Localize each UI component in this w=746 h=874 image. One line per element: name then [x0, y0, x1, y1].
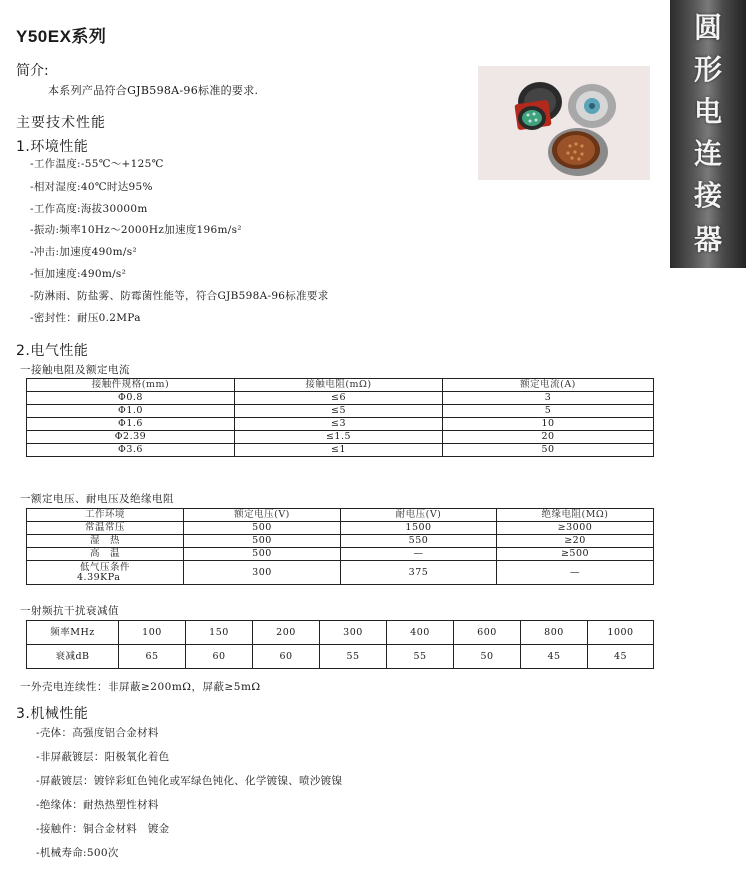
table-cell: 60: [253, 645, 320, 669]
table-cell: Φ1.6: [27, 418, 235, 431]
shell-continuity: 一外壳电连续性：非屏蔽≥200mΩ，屏蔽≥5mΩ: [20, 681, 261, 693]
table-cell: ≥20: [497, 535, 654, 548]
table-cell: 20: [443, 431, 654, 444]
table-cell: 100: [119, 621, 186, 645]
table-cell: [27, 561, 184, 585]
mech-item: -壳体：高强度铝合金材料: [36, 727, 159, 739]
mech-item: -屏蔽镀层：镀锌彩虹色钝化或军绿色钝化、化学镀镍、喷沙镀镍: [36, 775, 343, 787]
table-cell: 50: [443, 444, 654, 457]
table-row: [27, 444, 654, 457]
table-cell: ≤5: [235, 405, 443, 418]
table-row: [27, 522, 654, 535]
banner-char: 电: [693, 95, 722, 128]
table-cell: 50: [454, 645, 521, 669]
table-cell: ≤1: [235, 444, 443, 457]
banner-char: 圆: [693, 11, 722, 44]
table-cell: 5: [443, 405, 654, 418]
mech-item: -接触件：铜合金材料 镀金: [36, 823, 170, 835]
env-item: -相对湿度:40℃时达95%: [30, 181, 153, 193]
table-cell: ≤1.5: [235, 431, 443, 444]
table-cell: 1500: [341, 522, 497, 535]
contact-resistance-table: [26, 378, 654, 457]
table-cell: Φ3.6: [27, 444, 235, 457]
intro-heading: 简介:: [16, 63, 49, 79]
table-cell: 375: [341, 561, 497, 585]
env-item: -振动:频率10Hz～2000Hz加速度196m/s²: [30, 224, 242, 236]
voltage-table-title: 一额定电压、耐电压及绝缘电阻: [20, 493, 174, 505]
vertical-banner: [670, 0, 746, 268]
table-cell: Φ0.8: [27, 392, 235, 405]
table-cell: 400: [387, 621, 454, 645]
table-cell: 150: [186, 621, 253, 645]
table-header-cell: 接触电阻(mΩ): [235, 379, 443, 392]
table-cell: 常温常压: [27, 522, 184, 535]
table-header-cell: 频率MHz: [27, 621, 119, 645]
table-cell: ≥3000: [497, 522, 654, 535]
env-item: -工作高度:海拔30000m: [30, 203, 148, 215]
mech-item: -绝缘体：耐热热塑性材料: [36, 799, 159, 811]
condition-pressure: 4.39KPa: [77, 571, 121, 583]
table-cell: 500: [184, 522, 341, 535]
env-item: -恒加速度:490m/s²: [30, 268, 127, 280]
table-header-cell: 额定电流(A): [443, 379, 654, 392]
table-row: [27, 431, 654, 444]
table-cell: 湿 热: [27, 535, 184, 548]
table-cell: 55: [387, 645, 454, 669]
product-photo: [478, 66, 650, 180]
table-cell: 45: [588, 645, 654, 669]
env-item: -工作温度:-55℃～+125℃: [30, 158, 164, 170]
banner-char: 形: [693, 53, 722, 86]
table-row: [27, 418, 654, 431]
table-cell: Φ1.0: [27, 405, 235, 418]
env-item: -冲击:加速度490m/s²: [30, 246, 137, 258]
table-row: [27, 621, 654, 645]
env-item: -防淋雨、防盐雾、防霉菌性能等，符合GJB598A-96标准要求: [30, 290, 329, 302]
contact-table-title: 一接触电阻及额定电流: [20, 364, 130, 376]
table-cell: ≥500: [497, 548, 654, 561]
table-header-cell: 绝缘电阻(MΩ): [497, 509, 654, 522]
electrical-heading: 2.电气性能: [16, 343, 89, 359]
table-cell: 55: [320, 645, 387, 669]
main-heading: 主要技术性能: [16, 115, 106, 131]
table-cell: 45: [521, 645, 588, 669]
table-cell: 3: [443, 392, 654, 405]
mech-item: -机械寿命:500次: [36, 847, 119, 859]
table-header-cell: 工作环境: [27, 509, 184, 522]
connector-illustration: [478, 66, 650, 180]
page-title: Y50EX系列: [16, 27, 107, 46]
table-cell: 500: [184, 548, 341, 561]
table-cell: 200: [253, 621, 320, 645]
rf-attenuation-table: [26, 620, 654, 669]
table-cell: —: [341, 548, 497, 561]
voltage-table: [26, 508, 654, 585]
table-header-cell: 接触件规格(mm): [27, 379, 235, 392]
rf-table-title: 一射频抗干扰衰减值: [20, 605, 119, 617]
table-row: [27, 548, 654, 561]
table-header-cell: 额定电压(V): [184, 509, 341, 522]
table-header-cell: 衰减dB: [27, 645, 119, 669]
env-item: -密封性：耐压0.2MPa: [30, 312, 141, 324]
table-header-row: [27, 509, 654, 522]
table-row: [27, 561, 654, 585]
intro-text: 本系列产品符合GJB598A-96标准的要求.: [48, 84, 259, 97]
table-cell: 600: [454, 621, 521, 645]
banner-char: 连: [693, 137, 722, 170]
mechanical-heading: 3.机械性能: [16, 706, 89, 722]
table-cell: ≤6: [235, 392, 443, 405]
table-cell: ≤3: [235, 418, 443, 431]
environment-heading: 1.环境性能: [16, 139, 89, 155]
table-cell: 500: [184, 535, 341, 548]
table-cell: 1000: [588, 621, 654, 645]
table-row: [27, 405, 654, 418]
table-cell: 10: [443, 418, 654, 431]
table-row: [27, 535, 654, 548]
table-row: [27, 645, 654, 669]
table-cell: 60: [186, 645, 253, 669]
table-header-cell: 耐电压(V): [341, 509, 497, 522]
table-cell: 高 温: [27, 548, 184, 561]
banner-char: 器: [693, 223, 722, 256]
mech-item: -非屏蔽镀层：阳极氧化着色: [36, 751, 170, 763]
table-cell: 65: [119, 645, 186, 669]
table-row: [27, 392, 654, 405]
table-cell: 550: [341, 535, 497, 548]
table-cell: 300: [320, 621, 387, 645]
banner-char: 接: [693, 179, 722, 212]
condition-label: 低气压条件: [79, 561, 130, 573]
table-cell: 800: [521, 621, 588, 645]
table-cell: 300: [184, 561, 341, 585]
table-cell: Φ2.39: [27, 431, 235, 444]
table-header-row: [27, 379, 654, 392]
table-cell: —: [497, 561, 654, 585]
